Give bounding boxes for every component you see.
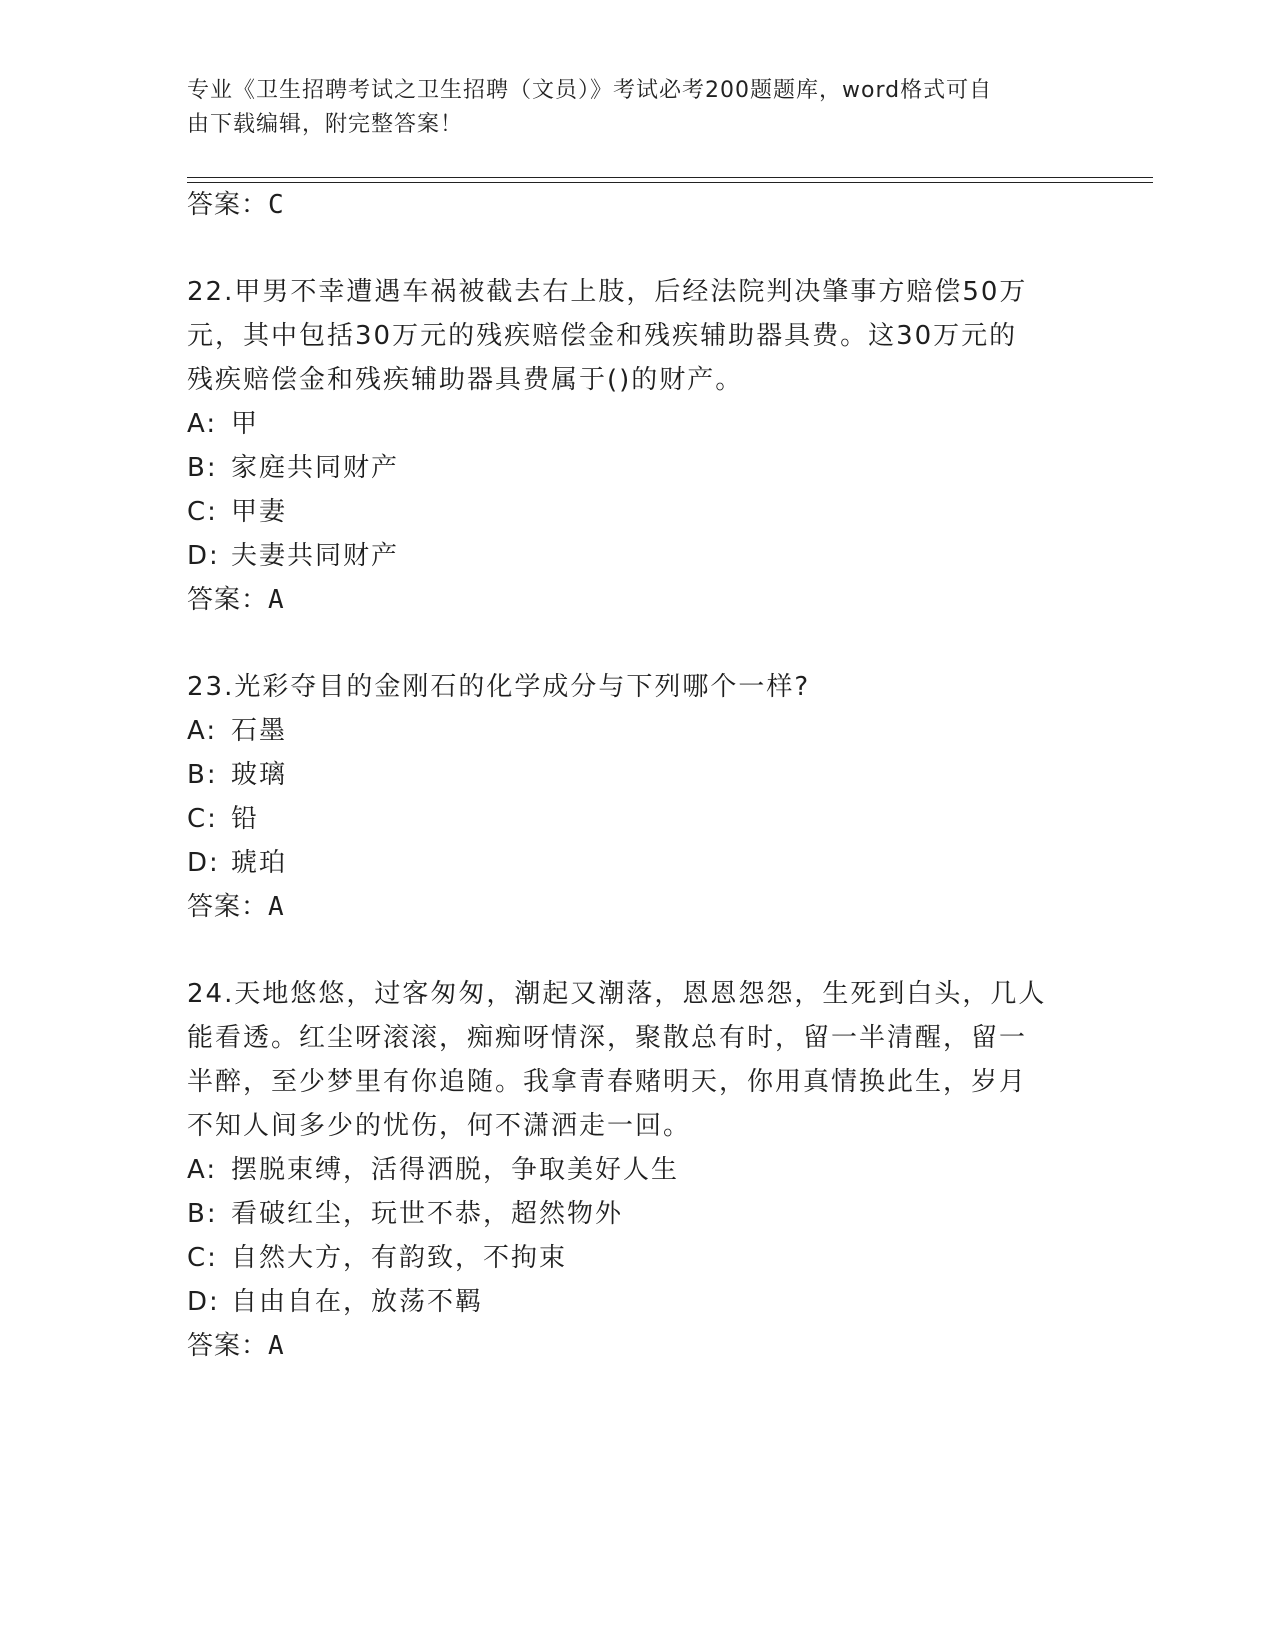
question-24-line-4: 不知人间多少的忧伤，何不潇洒走一回。 xyxy=(187,1111,692,1141)
question-23-answer xyxy=(187,884,285,930)
header-line-2: 由下载编辑，附完整答案！ xyxy=(187,112,464,137)
option-text: 铅 xyxy=(231,804,260,834)
question-24-option-a xyxy=(187,1147,679,1193)
question-23-option-a xyxy=(187,708,287,754)
option-letter: D: xyxy=(187,848,220,878)
question-22-option-a xyxy=(187,401,259,447)
option-text: 摆脱束缚，活得洒脱，争取美好人生 xyxy=(231,1155,680,1185)
question-24-line-1: 24.天地悠悠，过客匆匆，潮起又潮落，恩恩怨怨，生死到白头，几人 xyxy=(187,979,1047,1009)
option-text: 甲妻 xyxy=(231,497,288,527)
option-letter: C: xyxy=(187,497,218,527)
answer-label: 答案： xyxy=(187,190,269,220)
document-header xyxy=(187,74,1067,142)
option-text: 甲 xyxy=(231,409,260,439)
prev-answer xyxy=(187,182,285,228)
question-24-line-3: 半醉，至少梦里有你追随。我拿青春赌明天，你用真情换此生，岁月 xyxy=(187,1067,1028,1097)
answer-label: 答案： xyxy=(187,892,269,922)
question-24-answer xyxy=(187,1323,285,1369)
option-text: 自然大方，有韵致，不拘束 xyxy=(231,1243,568,1273)
question-23-option-b xyxy=(187,752,287,798)
option-text: 家庭共同财产 xyxy=(231,453,400,483)
question-22-answer xyxy=(187,577,285,623)
question-24-option-d xyxy=(187,1279,483,1325)
answer-label: 答案： xyxy=(187,1331,269,1361)
answer-value: A xyxy=(268,1331,285,1361)
option-text: 玻璃 xyxy=(231,760,288,790)
answer-value: C xyxy=(268,190,285,220)
question-24-line-2: 能看透。红尘呀滚滚，痴痴呀情深，聚散总有时，留一半清醒，留一 xyxy=(187,1023,1028,1053)
question-22-option-b xyxy=(187,445,399,491)
option-letter: A: xyxy=(187,409,218,439)
question-24-option-b xyxy=(187,1191,623,1237)
question-23-option-d xyxy=(187,840,287,886)
option-text: 石墨 xyxy=(231,716,288,746)
option-letter: C: xyxy=(187,804,218,834)
option-letter: B: xyxy=(187,453,218,483)
question-24-option-c xyxy=(187,1235,567,1281)
option-letter: D: xyxy=(187,1287,220,1317)
header-divider-bottom xyxy=(187,182,1153,183)
answer-label: 答案： xyxy=(187,585,269,615)
option-text: 看破红尘，玩世不恭，超然物外 xyxy=(231,1199,624,1229)
answer-value: A xyxy=(268,892,285,922)
question-22-option-c xyxy=(187,489,287,535)
question-22-line-1: 22.甲男不幸遭遇车祸被截去右上肢，后经法院判决肇事方赔偿50万 xyxy=(187,277,1028,307)
option-letter: B: xyxy=(187,1199,218,1229)
option-text: 夫妻共同财产 xyxy=(231,541,400,571)
option-text: 自由自在，放荡不羁 xyxy=(231,1287,484,1317)
option-letter: C: xyxy=(187,1243,218,1273)
question-22-line-2: 元，其中包括30万元的残疾赔偿金和残疾辅助器具费。这30万元的 xyxy=(187,321,1018,351)
answer-value: A xyxy=(268,585,285,615)
option-letter: A: xyxy=(187,1155,218,1185)
option-letter: D: xyxy=(187,541,220,571)
question-22-option-d xyxy=(187,533,399,579)
option-letter: A: xyxy=(187,716,218,746)
question-23-option-c xyxy=(187,796,259,842)
question-23-line-1: 23.光彩夺目的金刚石的化学成分与下列哪个一样? xyxy=(187,672,811,702)
option-letter: B: xyxy=(187,760,218,790)
option-text: 琥珀 xyxy=(231,848,288,878)
question-22-line-3: 残疾赔偿金和残疾辅助器具费属于()的财产。 xyxy=(187,365,744,395)
header-divider-top xyxy=(187,177,1153,178)
header-line-1: 专业《卫生招聘考试之卫生招聘（文员）》考试必考200题题库，word格式可自 xyxy=(187,78,993,103)
